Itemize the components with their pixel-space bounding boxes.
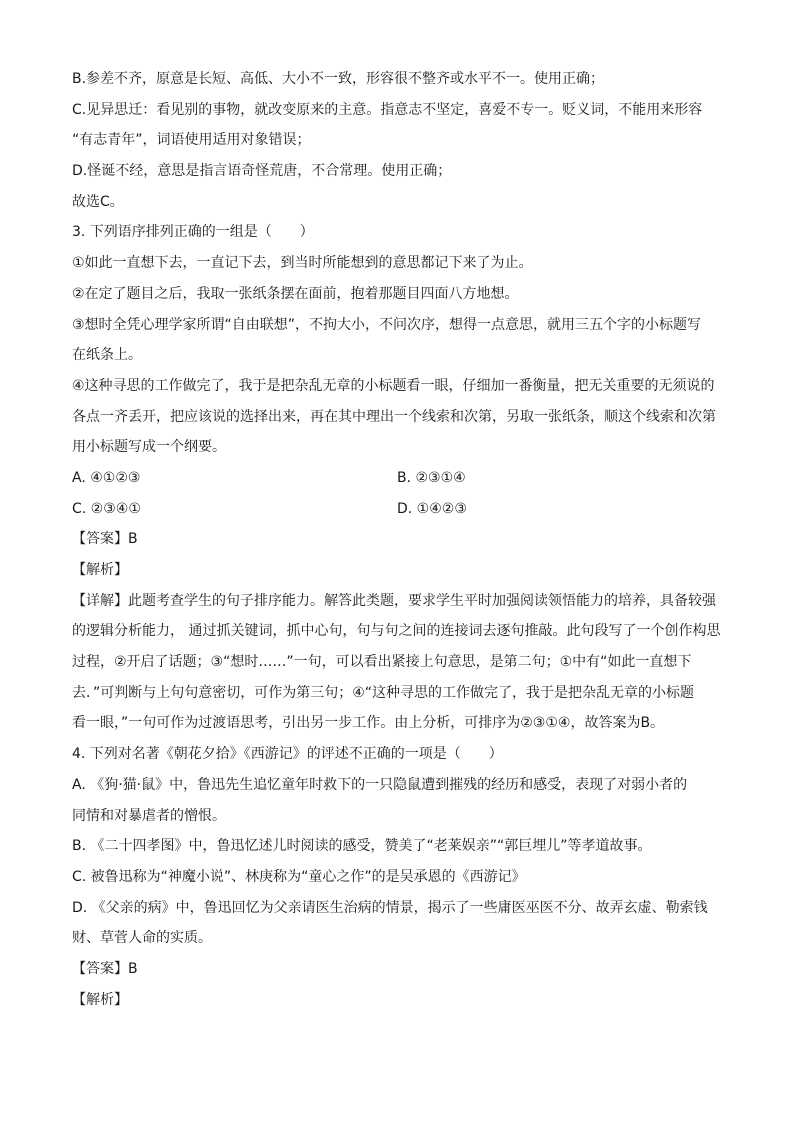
q2-option-c-explanation-line1: C.见异思迁：看见别的事物，就改变原来的主意。指意志不坚定，喜爱不专一。贬义词，不能用来形容 xyxy=(72,101,703,118)
q3-sentence-2: ②在定了题目之后，我取一张纸条摆在面前，抱着那题目四面八方地想。 xyxy=(72,285,519,302)
q4-option-a-line1: A. 《狗·猫·鼠》中，鲁迅先生追忆童年时救下的一只隐鼠遭到摧残的经历和感受，表现了对弱小者的 xyxy=(72,776,688,793)
q2-conclusion: 故选C。 xyxy=(72,193,124,210)
q3-analysis-label: 【解析】 xyxy=(72,562,128,578)
q4-answer: 【答案】B xyxy=(72,960,138,977)
q3-detail-line3: 过程，②开启了话题；③“想时……”一句，可以看出紧接上句意思，是第二句；①中有“如此一直想下 xyxy=(72,654,692,671)
q3-options-row2 xyxy=(72,494,728,525)
q3-option-c: C. ②③④① xyxy=(72,500,141,517)
q3-detail-line1: 【详解】此题考查学生的句子排序能力。解答此类题，要求学生平时加强阅读领悟能力的培养，具备较强 xyxy=(72,592,716,609)
q3-answer: 【答案】B xyxy=(72,531,138,548)
q4-stem: 4. 下列对名著《朝花夕拾》《西游记》的评述不正确的一项是（ ） xyxy=(72,746,503,763)
q2-option-d-explanation: D.怪诞不经，意思是指言语奇怪荒唐，不合常理。使用正确； xyxy=(72,163,452,180)
q3-sentence-3-line2: 在纸条上。 xyxy=(72,347,142,364)
q3-sentence-1: ①如此一直想下去，一直记下去，到当时所能想到的意思都记下来了为止。 xyxy=(72,255,533,272)
q2-option-c-explanation-line2: “有志青年”，词语使用适用对象错误； xyxy=(72,132,311,149)
q3-sentence-4-line1: ④这种寻思的工作做完了，我于是把杂乱无章的小标题看一眼，仔细加一番衡量，把无关重要的无须说的 xyxy=(72,377,715,394)
q4-option-d-line2: 财、草菅人命的实质。 xyxy=(72,930,212,947)
q3-sentence-3-line1: ③想时全凭心理学家所谓“自由联想”，不拘大小，不问次序，想得一点意思，就用三五个字的小标题写 xyxy=(72,316,702,333)
q3-sentence-4-line2: 各点一齐丢开，把应该说的选择出来，再在其中理出一个线索和次第，另取一张纸条，顺这个线索和次第 xyxy=(72,408,716,425)
q3-detail-line5: 看一眼，”一句可作为过渡语思考，引出另一步工作。由上分析，可排序为②③①④，故答案为B。 xyxy=(72,715,665,732)
q3-stem: 3. 下列语序排列正确的一组是（ ） xyxy=(72,224,314,241)
q4-analysis-label: 【解析】 xyxy=(72,991,128,1008)
q3-detail-line2: 的逻辑分析能力， 通过抓关键词，抓中心句，句与句之间的连接词去逐句推敲。此句段写了一个创作构思 xyxy=(72,623,721,640)
q4-option-d-line1: D. 《父亲的病》中，鲁迅回忆为父亲请医生治病的情景，揭示了一些庸医巫医不分、故弄玄虚、勒索钱 xyxy=(72,899,708,916)
q2-option-b-explanation: B.参差不齐，原意是长短、高低、大小不一致，形容很不整齐或水平不一。使用正确； xyxy=(72,71,605,87)
q4-option-b: B. 《二十四孝图》中，鲁迅忆述儿时阅读的感受，赞美了“老莱娱亲”“郭巨埋儿”等孝道故事。 xyxy=(72,838,652,855)
q3-options-row1 xyxy=(72,463,728,494)
q4-option-c: C. 被鲁迅称为“神魔小说”、林庚称为“童心之作”的是吴承恩的《西游记》 xyxy=(72,868,526,885)
q3-option-b: B. ②③①④ xyxy=(397,469,466,486)
q3-detail-line4: 去．”可判断与上句句意密切，可作为第三句；④“这种寻思的工作做完了，我于是把杂乱无章的小标题 xyxy=(72,684,695,701)
q4-option-a-line2: 同情和对暴虐者的憎恨。 xyxy=(72,807,226,824)
q3-sentence-4-line3: 用小标题写成一个纲要。 xyxy=(72,439,226,456)
q3-option-d: D. ①④②③ xyxy=(397,500,467,517)
q3-option-a: A. ④①②③ xyxy=(72,469,141,486)
